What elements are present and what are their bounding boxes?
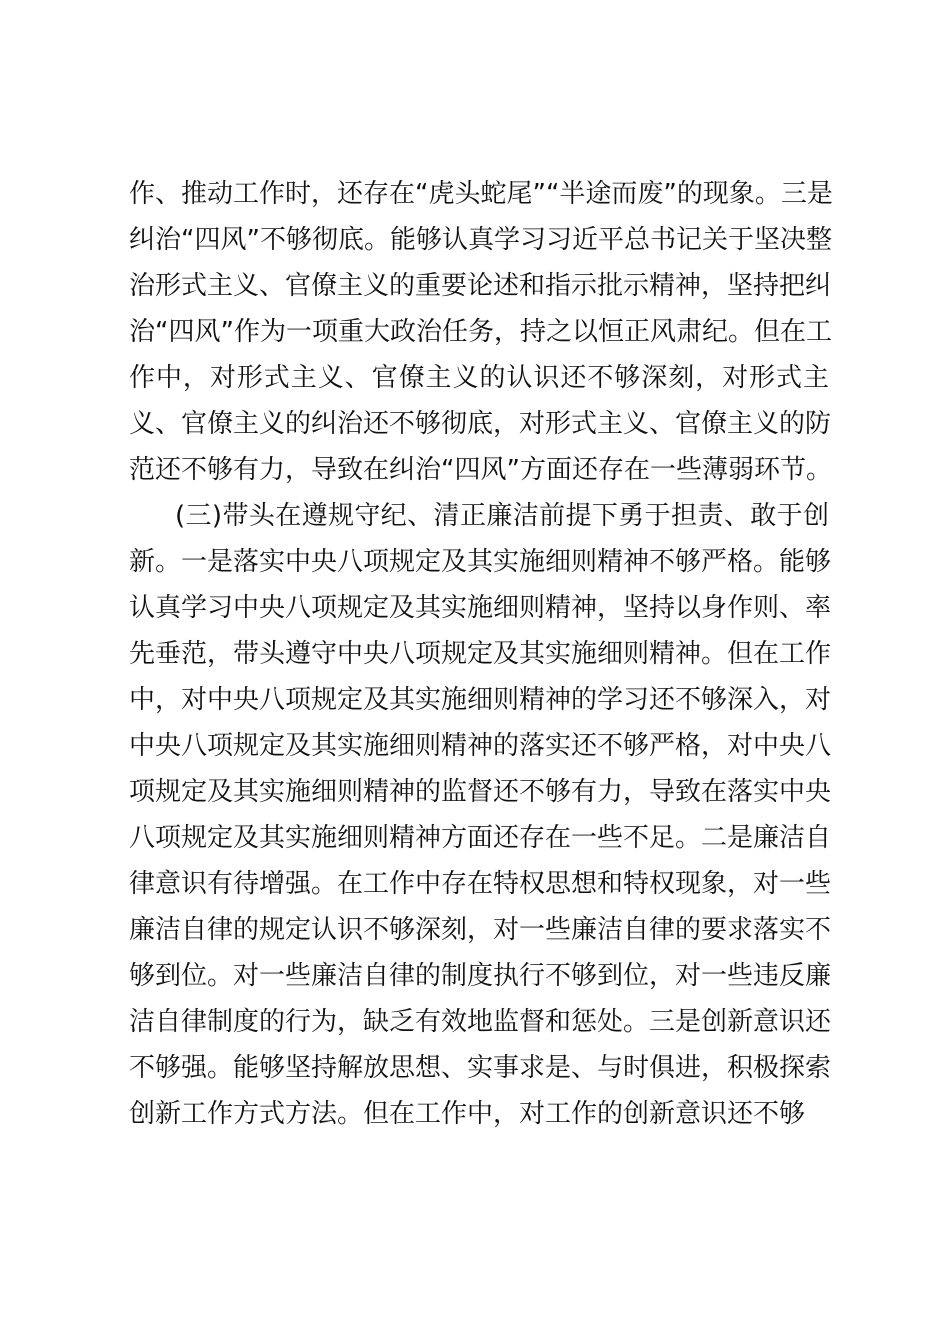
text-line: 中，对中央八项规定及其实施细则精神的学习还不够深入，对 [129,685,832,715]
text-line: 创新工作方式方法。但在工作中，对工作的创新意识还不够 [129,1099,806,1129]
text-line: 够到位。对一些廉洁自律的制度执行不够到位，对一些违反廉 [129,961,832,991]
text-line: 纠治“四风”不够彻底。能够认真学习习近平总书记关于坚决整 [129,225,832,255]
text-line: 作、推动工作时，还存在“虎头蛇尾”“半途而废”的现象。三是 [129,179,833,209]
text-line: 治形式主义、官僚主义的重要论述和指示批示精神，坚持把纠 [129,271,832,301]
text-line: 范还不够有力，导致在纠治“四风”方面还存在一些薄弱环节。 [129,455,832,485]
text-line: 项规定及其实施细则精神的监督还不够有力，导致在落实中央 [129,777,832,807]
text-line: 先垂范，带头遵守中央八项规定及其实施细则精神。但在工作 [129,639,832,669]
text-line: 八项规定及其实施细则精神方面还存在一些不足。二是廉洁自 [129,823,832,853]
text-line: 律意识有待增强。在工作中存在特权思想和特权现象，对一些 [129,869,832,899]
text-line: 不够强。能够坚持解放思想、实事求是、与时俱进，积极探索 [129,1053,832,1083]
text-line: 新。一是落实中央八项规定及其实施细则精神不够严格。能够 [129,547,832,577]
text-line: 作中，对形式主义、官僚主义的认识还不够深刻，对形式主 [129,363,829,393]
text-line: 洁自律制度的行为，缺乏有效地监督和惩处。三是创新意识还 [129,1007,832,1037]
section-heading-line: (三)带头在遵规守纪、清正廉洁前提下勇于担责、敢于创 [175,501,829,531]
text-line: 廉洁自律的规定认识不够深刻，对一些廉洁自律的要求落实不 [129,915,832,945]
text-line: 中央八项规定及其实施细则精神的落实还不够严格，对中央八 [129,731,832,761]
body-text [129,171,833,1137]
text-line: 认真学习中央八项规定及其实施细则精神，坚持以身作则、率 [129,593,832,623]
text-line: 义、官僚主义的纠治还不够彻底，对形式主义、官僚主义的防 [129,409,832,439]
text-line: 治“四风”作为一项重大政治任务，持之以恒正风肃纪。但在工 [129,317,832,347]
